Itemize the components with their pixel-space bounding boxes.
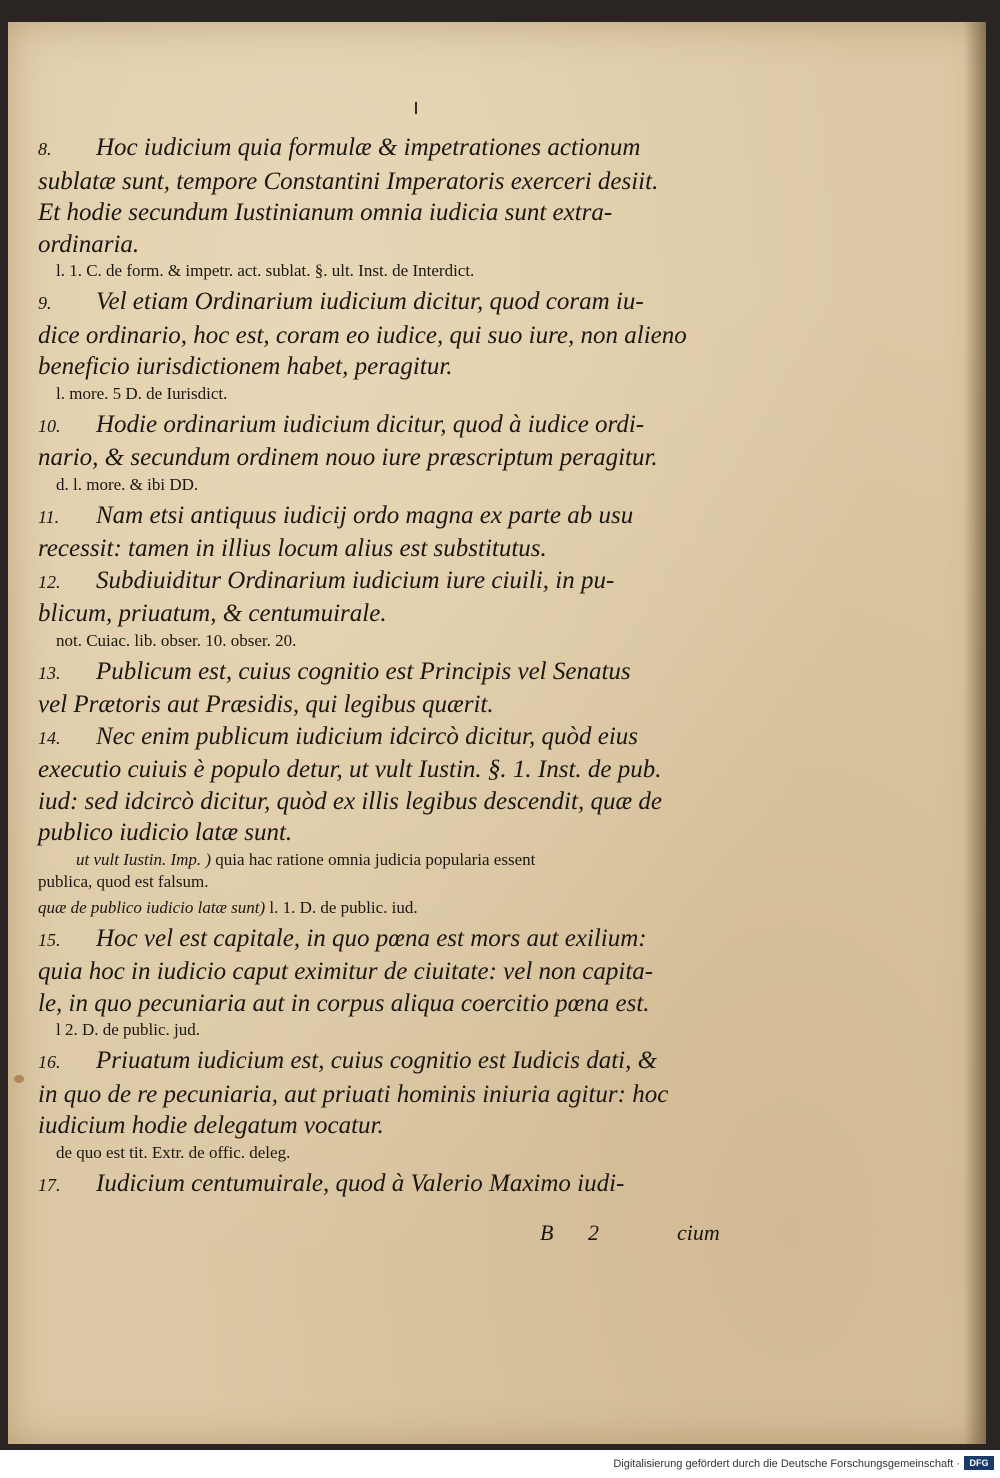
paragraph-text: Nec enim publicum iudicium idcircò dicitur, quòd eius — [96, 722, 639, 750]
paragraph-text: Subdiuiditur Ordinarium iudicium iure ciuili, in pu- — [96, 566, 615, 594]
paragraph-text: publico iudicio latæ sunt. — [38, 819, 293, 846]
paragraph-text: Et hodie secundum Iustinianum omnia iudicia sunt extra- — [38, 199, 613, 226]
paragraph-number: 13. — [38, 662, 61, 683]
paragraph — [38, 1045, 738, 1142]
paragraph — [38, 721, 738, 849]
paragraph-text: recessit: tamen in illius locum alius est substitutus. — [38, 535, 547, 562]
paragraph-text: Hodie ordinarium iudicium dicitur, quod à iudice ordi- — [96, 410, 645, 438]
paragraph-line — [38, 229, 738, 261]
paragraph-line — [38, 956, 738, 988]
paragraph-number: 14. — [38, 727, 61, 748]
marginal-note — [38, 849, 738, 893]
paragraph-text: executio cuiuis è populo detur, ut vult Iustin. §. 1. Inst. de pub. — [38, 756, 662, 783]
note-text: quia hac ratione omnia judicia popularia essent — [215, 849, 536, 869]
paragraph-number: 10. — [38, 415, 61, 436]
marginal-note — [56, 260, 738, 282]
marginal-note — [56, 1019, 738, 1041]
paragraph-line — [38, 754, 738, 786]
paragraph-line — [38, 689, 738, 721]
paragraph-line — [38, 197, 738, 229]
paragraph-text: Nam etsi antiquus iudicij ordo magna ex parte ab usu — [96, 501, 634, 529]
paragraph-line — [38, 721, 738, 755]
note-lemma: quæ de publico iudicio latæ sunt) — [38, 897, 270, 917]
note-text: l. 1. D. de public. iud. — [269, 897, 418, 917]
note-text: d. l. more. & ibi DD. — [56, 474, 199, 494]
paragraph-line — [38, 656, 738, 690]
paragraph-line — [38, 409, 738, 443]
signature-page: 2 — [588, 1220, 599, 1245]
paragraph — [38, 565, 738, 630]
dfg-logo: DFG — [964, 1456, 994, 1470]
paragraph-line — [38, 598, 738, 630]
note-text: l. more. 5 D. de Iurisdict. — [56, 383, 228, 403]
paragraph-number: 17. — [38, 1174, 61, 1195]
paragraph-number: 15. — [38, 929, 61, 950]
signature-mark: B — [540, 1220, 554, 1245]
page-stain — [14, 1075, 24, 1083]
paragraph-text: le, in quo pecuniaria aut in corpus aliqua coercitio pœna est. — [38, 989, 650, 1017]
paragraph-line — [38, 817, 738, 849]
marginal-note — [56, 383, 738, 405]
paragraph-line — [38, 442, 738, 474]
paragraph — [38, 656, 738, 721]
marginal-note — [38, 897, 738, 919]
paragraph-text: Hoc vel est capitale, in quo pœna est mors aut exilium: — [96, 924, 647, 952]
note-lemma: ut vult Iustin. Imp. ) — [76, 849, 216, 869]
footer-bar — [0, 1450, 1000, 1478]
paragraph-line — [38, 132, 738, 166]
paragraph-text: in quo de re pecuniaria, aut priuati hominis iniuria agitur: hoc — [38, 1080, 669, 1108]
note-text: l. 1. C. de form. & impetr. act. sublat. §. ult. Inst. de Interdict. — [56, 261, 475, 280]
paragraph-text: blicum, priuatum, & centumuirale. — [38, 600, 387, 627]
paragraph-line — [38, 166, 738, 198]
paragraph-line — [38, 786, 738, 818]
funding-credit: Digitalisierung gefördert durch die Deutsche Forschungsgemeinschaft · — [613, 1458, 960, 1470]
paragraph-text: iud: sed idcircò dicitur, quòd ex illis legibus descendit, quæ de — [38, 787, 662, 815]
marginal-note — [56, 1142, 738, 1164]
paragraph-line — [38, 533, 738, 565]
paragraph-line — [38, 286, 738, 320]
paragraph-line — [38, 923, 738, 957]
paragraph-text: nario, & secundum ordinem nouo iure præscriptum peragitur. — [38, 444, 658, 471]
paragraph-number: 11. — [38, 506, 60, 527]
paragraph-text: Hoc iudicium quia formulæ & impetrationes actionum — [96, 134, 641, 161]
marginal-note — [56, 630, 738, 652]
header-mark — [415, 102, 417, 114]
paragraph-text: iudicium hodie delegatum vocatur. — [38, 1112, 384, 1139]
paragraph-line — [38, 1045, 738, 1079]
paragraph — [38, 1168, 738, 1202]
paragraph-text: beneficio iurisdictionem habet, peragitur. — [38, 353, 453, 380]
paragraph-number: 9. — [38, 293, 52, 313]
paragraph-number: 12. — [38, 571, 61, 592]
paragraph-text: vel Prætoris aut Præsidis, qui legibus quærit. — [38, 691, 494, 718]
page-text — [38, 132, 738, 1201]
paragraph-line — [38, 1110, 738, 1142]
paragraph-number: 8. — [38, 139, 52, 159]
gutter-shadow — [964, 22, 986, 1444]
paragraph-text: Vel etiam Ordinarium iudicium dicitur, quod coram iu- — [96, 288, 644, 315]
paragraph-line — [38, 320, 738, 352]
paragraph-line — [38, 1079, 738, 1111]
paragraph — [38, 132, 738, 260]
paragraph-line — [38, 351, 738, 383]
paragraph-number: 16. — [38, 1052, 61, 1072]
paragraph-line — [38, 1168, 738, 1202]
note-text: de quo est tit. Extr. de offic. deleg. — [56, 1142, 291, 1162]
paragraph — [38, 500, 738, 565]
note-text: l 2. D. de public. jud. — [56, 1020, 201, 1039]
paragraph — [38, 923, 738, 1020]
note-continuation: publica, quod est falsum. — [38, 871, 209, 891]
paragraph-line — [38, 988, 738, 1020]
paragraph-text: sublatæ sunt, tempore Constantini Imperatoris exerceri desiit. — [38, 167, 659, 195]
paragraph — [38, 286, 738, 383]
paragraph — [38, 409, 738, 474]
paragraph-text: Publicum est, cuius cognitio est Principis vel Senatus — [96, 657, 631, 685]
paragraph-text: Iudicium centumuirale, quod à Valerio Maximo iudi- — [96, 1169, 625, 1197]
paragraph-text: dice ordinario, hoc est, coram eo iudice, qui suo iure, non alieno — [38, 321, 687, 349]
paragraph-text: quia hoc in iudicio caput eximitur de ciuitate: vel non capita- — [38, 958, 654, 985]
note-text: not. Cuiac. lib. obser. 10. obser. 20. — [56, 630, 297, 650]
paragraph-line — [38, 500, 738, 534]
paragraph-text: Priuatum iudicium est, cuius cognitio est Iudicis dati, & — [96, 1047, 658, 1074]
paragraph-text: ordinaria. — [38, 230, 140, 258]
paragraph-line — [38, 565, 738, 599]
marginal-note — [56, 474, 738, 496]
catchword: cium — [677, 1220, 720, 1245]
